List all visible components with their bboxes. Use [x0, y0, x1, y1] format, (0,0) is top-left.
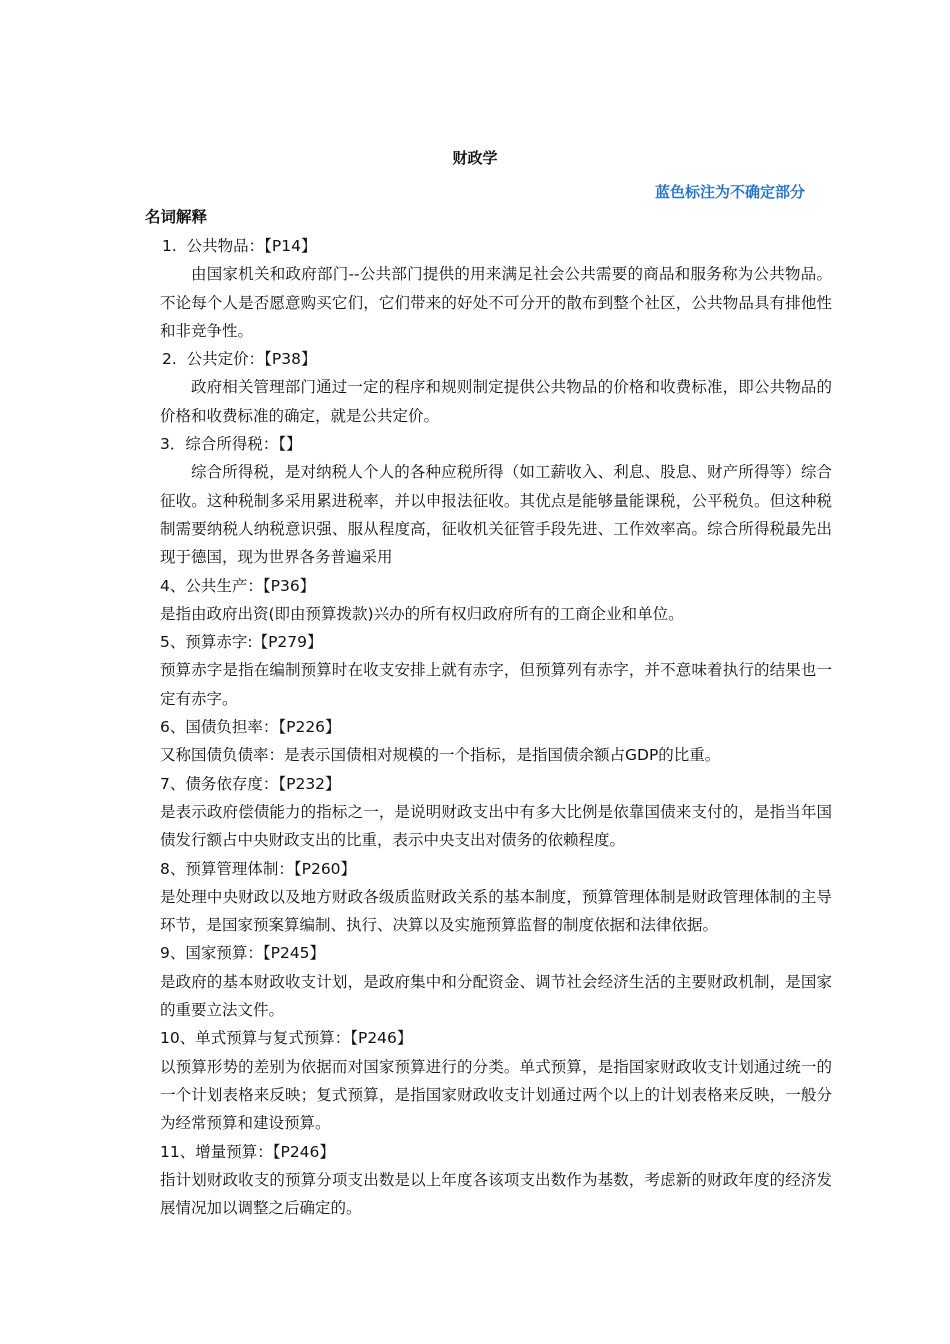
- entry-term: 4、公共生产：【P36】: [160, 576, 316, 595]
- entry-definition: 是表示政府偿债能力的指标之一，是说明财政支出中有多大比例是依靠国债来支付的，是指当年国债发行额占中央财政支出的比重，表示中央支出对债务的依赖程度。: [160, 802, 832, 850]
- glossary-list: [160, 232, 832, 1222]
- entry-term: 1. 公共物品：【P14】: [162, 237, 317, 255]
- entry-term: 2. 公共定价：【P38】: [162, 350, 317, 369]
- glossary-entry: [160, 345, 832, 430]
- glossary-entry: [160, 1138, 832, 1223]
- glossary-entry: [160, 1024, 832, 1137]
- glossary-entry: [160, 713, 832, 770]
- entry-definition: 是处理中央财政以及地方财政各级质监财政关系的基本制度，预算管理体制是财政管理体制的主导环节，是国家预案算编制、执行、决算以及实施预算监督的制度依据和法律依据。: [160, 887, 832, 935]
- entry-definition: 是政府的基本财政收支计划，是政府集中和分配资金、调节社会经济生活的主要财政机制，是国家的重要立法文件。: [160, 972, 832, 1020]
- entry-definition: 指计划财政收支的预算分项支出数是以上年度各该项支出数作为基数，考虑新的财政年度的经济发展情况加以调整之后确定的。: [160, 1170, 832, 1218]
- entry-definition: 预算赤字是指在编制预算时在收支安排上就有赤字，但预算列有赤字，并不意味着执行的结果也一定有赤字。: [160, 661, 832, 708]
- entry-term: 11、增量预算：【P246】: [160, 1142, 335, 1161]
- entry-term: 7、债务依存度：【P232】: [160, 774, 341, 793]
- entry-definition: 以预算形势的差别为依据而对国家预算进行的分类。单式预算，是指国家财政收支计划通过统一的一个计划表格来反映；复式预算，是指国家财政收支计划通过两个以上的计划表格来反映，一般分为经常预算和建设预算。: [160, 1057, 832, 1133]
- uncertainty-note: 蓝色标注为不确定部分: [654, 183, 805, 201]
- section-heading: 名词解释: [145, 208, 208, 226]
- entry-term: 3．综合所得税：【】: [160, 435, 302, 454]
- entry-definition: 是指由政府出资(即由预算拨款)兴办的所有权归政府所有的工商企业和单位。: [160, 604, 684, 623]
- entry-definition: 综合所得税，是对纳税人个人的各种应税所得（如工薪收入、利息、股息、财产所得等）综合征收。这种税制多采用累进税率，并以申报法征收。其优点是能够量能课税，公平税负。但这种税制需要纳税人纳税意识强、服从程度高，征收机关征管手段先进、工作效率高。综合所得税最先出现于德国，现为世界各务普遍采用: [160, 463, 832, 567]
- glossary-entry: [160, 855, 832, 940]
- entry-definition: 又称国债负债率：是表示国债相对规模的一个指标，是指国债余额占GDP的比重。: [160, 746, 721, 765]
- entry-term: 6、国债负担率：【P226】: [160, 718, 341, 737]
- entry-definition: 政府相关管理部门通过一定的程序和规则制定提供公共物品的价格和收费标准，即公共物品的价格和收费标准的确定，就是公共定价。: [160, 378, 832, 425]
- glossary-entry: [160, 572, 832, 629]
- entry-term: 8、预算管理体制：【P260】: [160, 859, 357, 878]
- entry-term: 10、单式预算与复式预算：【P246】: [160, 1029, 413, 1048]
- entry-term: 5、预算赤字:【P279】: [160, 633, 323, 652]
- glossary-entry: [160, 939, 832, 1024]
- entry-definition: 由国家机关和政府部门--公共部门提供的用来满足社会公共需要的商品和服务称为公共物品。不论每个人是否愿意购买它们，它们带来的好处不可分开的散布到整个社区，公共物品具有排他性和非竞争性。: [160, 265, 832, 340]
- glossary-entry: [160, 628, 832, 713]
- entry-term: 9、国家预算：【P245】: [160, 944, 326, 963]
- glossary-entry: [160, 430, 832, 571]
- document-title: 财政学: [452, 149, 498, 167]
- glossary-entry: [160, 770, 832, 855]
- glossary-entry: [160, 232, 832, 345]
